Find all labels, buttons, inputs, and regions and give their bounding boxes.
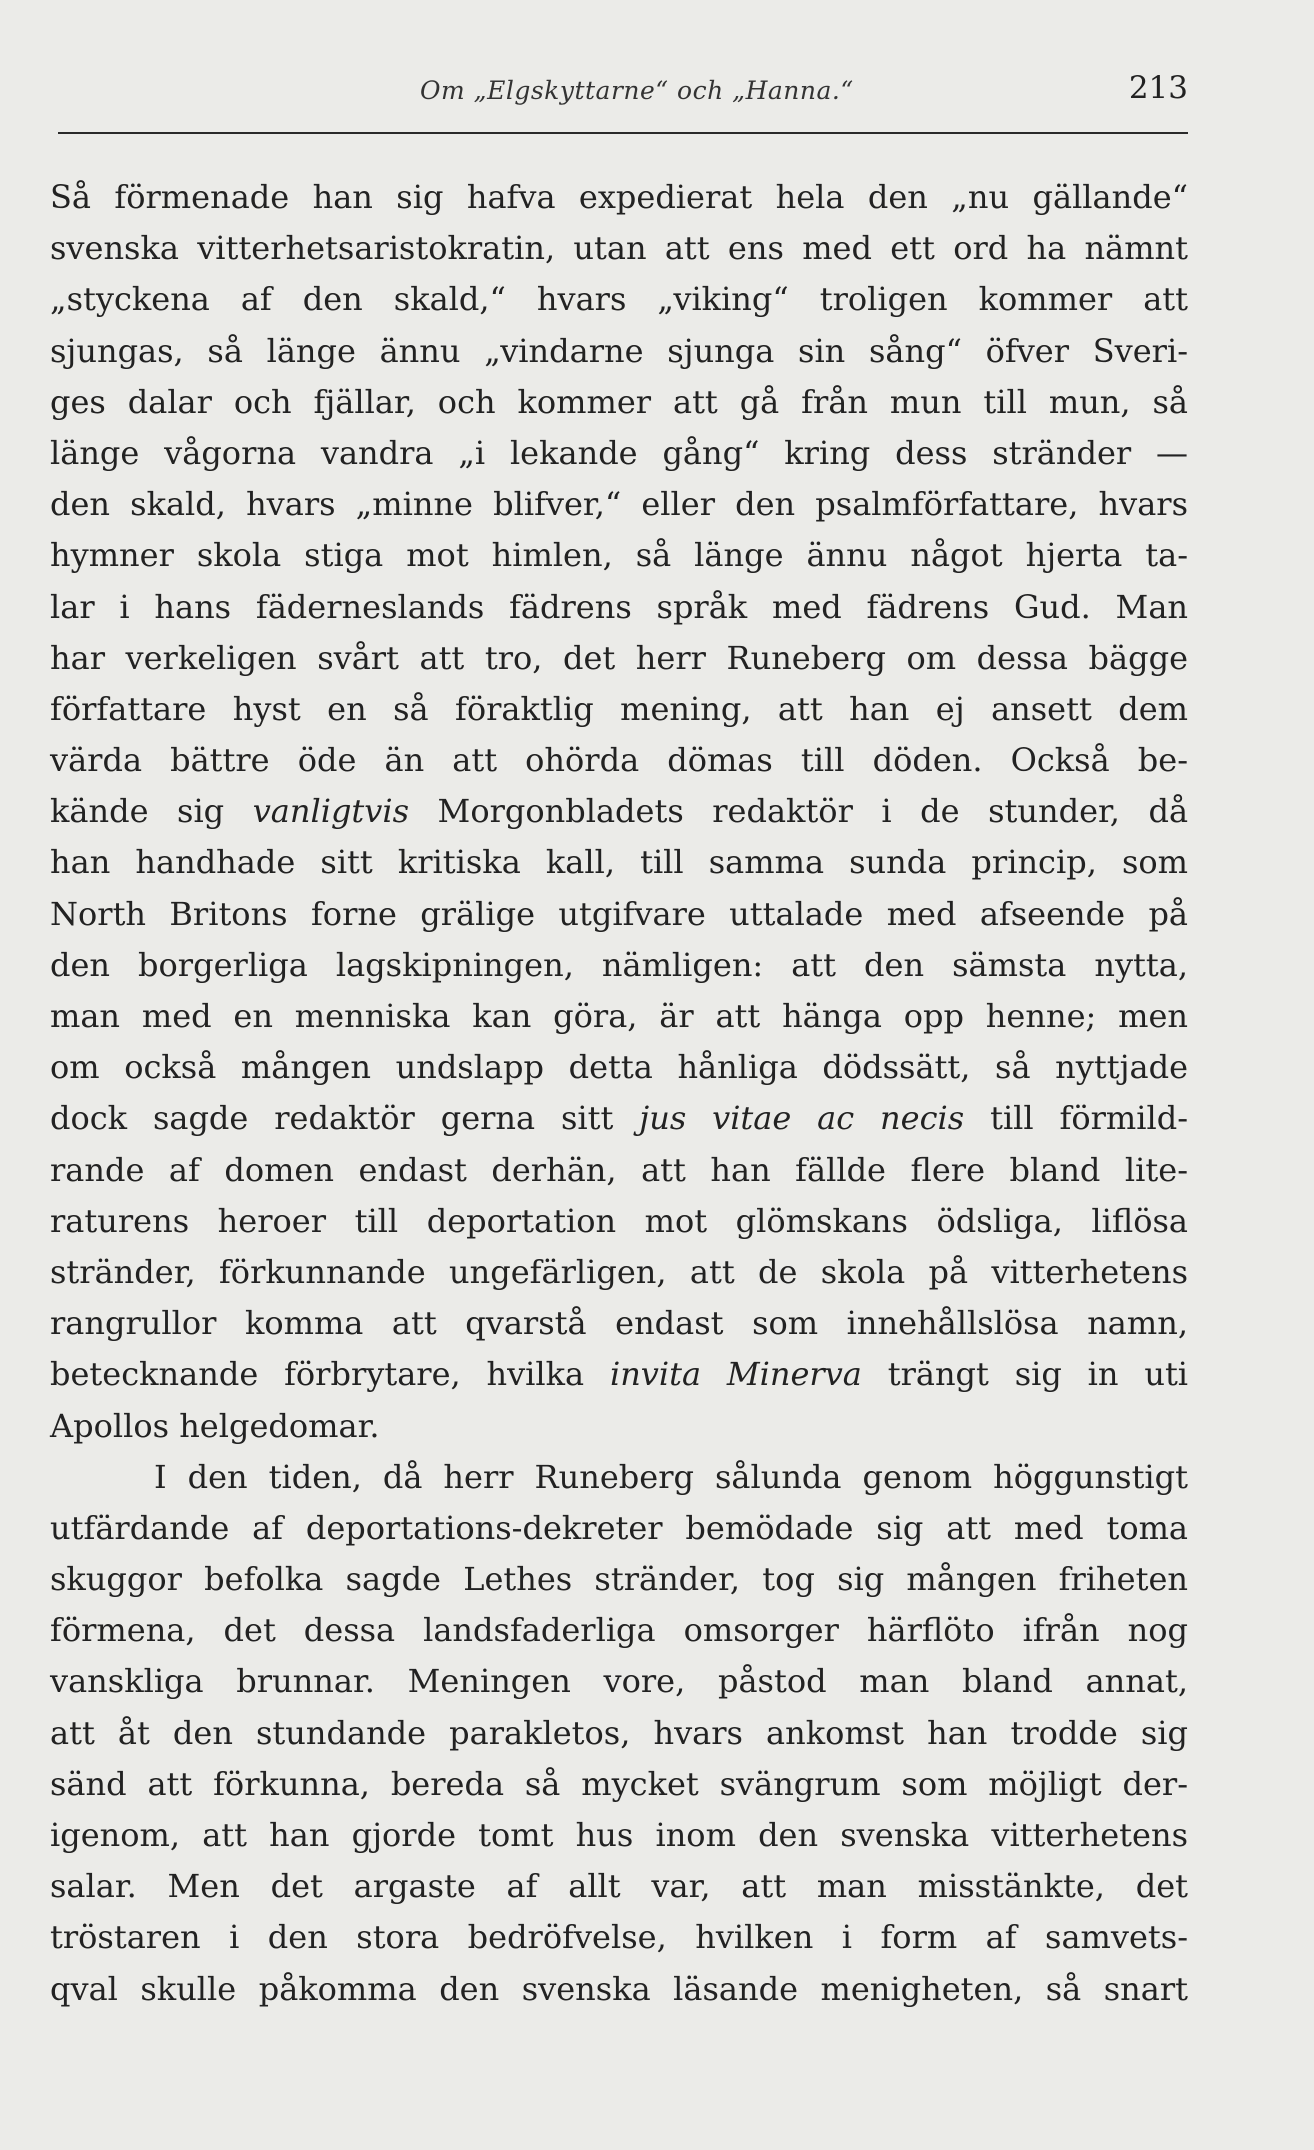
text-line: vanskliga brunnar. Meningen vore, påstod man bland annat,: [50, 1662, 1188, 1701]
text-line: Så förmenade han sig hafva expedierat hela den „nu gällande“: [50, 178, 1188, 216]
text-line: förmena, det dessa landsfaderliga omsorger härflöto ifrån nog: [50, 1611, 1188, 1650]
text-line: skuggor befolka sagde Lethes stränder, tog sig mången friheten: [50, 1560, 1188, 1599]
text-line: qval skulle påkomma den svenska läsande menigheten, så snart: [50, 1969, 1188, 2008]
paragraph-2: [50, 1452, 1188, 2015]
body-text: [50, 172, 1188, 2015]
text-line: [50, 786, 1188, 837]
text-line: man med en menniska kan göra, är att hänga opp henne; men: [50, 997, 1188, 1035]
text-line: stränder, förkunnande ungefärligen, att de skola på vitterhetens: [50, 1252, 1188, 1291]
text-line: ges dalar och fjällar, och kommer att gå från mun till mun, så: [50, 382, 1188, 421]
header-rule: [58, 132, 1188, 134]
text-line: Apollos helgedomar.: [50, 1406, 380, 1445]
text-line: länge vågorna vandra „i lekande gång“ kring dess stränder —: [50, 433, 1188, 472]
text-line: har verkeligen svårt att tro, det herr Runeberg om dessa bägge: [50, 638, 1188, 677]
line-segment: till förmild-: [990, 1099, 1189, 1138]
running-head: Om „Elgskyttarne“ och „Hanna.“: [420, 76, 854, 105]
text-line: North Britons forne grälige utgifvare uttalade med afseende på: [50, 894, 1188, 933]
text-line: den borgerliga lagskipningen, nämligen: att den sämsta nytta,: [50, 945, 1188, 984]
text-line: rangrullor komma att qvarstå endast som innehållslösa namn,: [50, 1304, 1188, 1343]
text-line: den skald, hvars „minne blifver,“ eller den psalmförfattare, hvars: [50, 485, 1188, 524]
text-line: rande af domen endast derhän, att han fällde flere bland lite-: [50, 1150, 1188, 1189]
text-line: I den tiden, då herr Runeberg sålunda genom höggunstigt: [154, 1457, 1188, 1496]
text-line: hymner skola stiga mot himlen, så länge ännu något hjerta ta-: [50, 536, 1188, 575]
text-line: salar. Men det argaste af allt var, att man misstänkte, det: [50, 1867, 1188, 1906]
line-segment: betecknande förbrytare, hvilka: [50, 1355, 585, 1394]
text-line: han handhade sitt kritiska kall, till samma sunda princip, som: [50, 843, 1188, 882]
text-line: författare hyst en så föraktlig mening, att han ej ansett dem: [50, 689, 1188, 728]
text-line: värda bättre öde än att ohörda dömas till döden. Också be-: [50, 741, 1188, 780]
line-segment: Morgonbladets redaktör i de stunder, då: [437, 792, 1189, 831]
italic-phrase: vanligtvis: [252, 792, 410, 831]
text-line: utfärdande af deportations-dekreter bemödade sig att med toma: [50, 1508, 1188, 1547]
line-segment: kände sig: [50, 792, 225, 831]
italic-phrase: jus vitae ac necis: [639, 1099, 965, 1138]
text-line: tröstaren i den stora bedröfvelse, hvilken i form af samvets-: [50, 1918, 1188, 1957]
line-segment: trängt sig in uti: [887, 1355, 1189, 1394]
text-line: [50, 1093, 1188, 1144]
text-line: svenska vitterhetsaristokratin, utan att ens med ett ord ha nämnt: [50, 229, 1188, 268]
line-segment: dock sagde redaktör gerna sitt: [50, 1099, 614, 1138]
paragraph-1: [50, 172, 1188, 1452]
text-line: sjungas, så länge ännu „vindarne sjunga sin sång“ öfver Sveri-: [50, 331, 1188, 370]
text-line: [50, 1349, 1188, 1400]
text-line: sänd att förkunna, bereda så mycket svängrum som möjligt der-: [50, 1764, 1188, 1803]
text-line: om också mången undslapp detta hånliga dödssätt, så nyttjade: [50, 1048, 1188, 1087]
text-line: „styckena af den skald,“ hvars „viking“ troligen kommer att: [50, 280, 1188, 319]
page-number: 213: [1128, 70, 1188, 106]
page-header: [56, 70, 1188, 118]
text-line: lar i hans fäderneslands fädrens språk med fädrens Gud. Man: [50, 587, 1188, 626]
text-line: att åt den stundande parakletos, hvars ankomst han trodde sig: [50, 1713, 1188, 1752]
text-line: igenom, att han gjorde tomt hus inom den svenska vitterhetens: [50, 1816, 1188, 1854]
italic-phrase: invita Minerva: [609, 1355, 862, 1394]
text-line: raturens heroer till deportation mot glömskans ödsliga, liflösa: [50, 1201, 1188, 1240]
